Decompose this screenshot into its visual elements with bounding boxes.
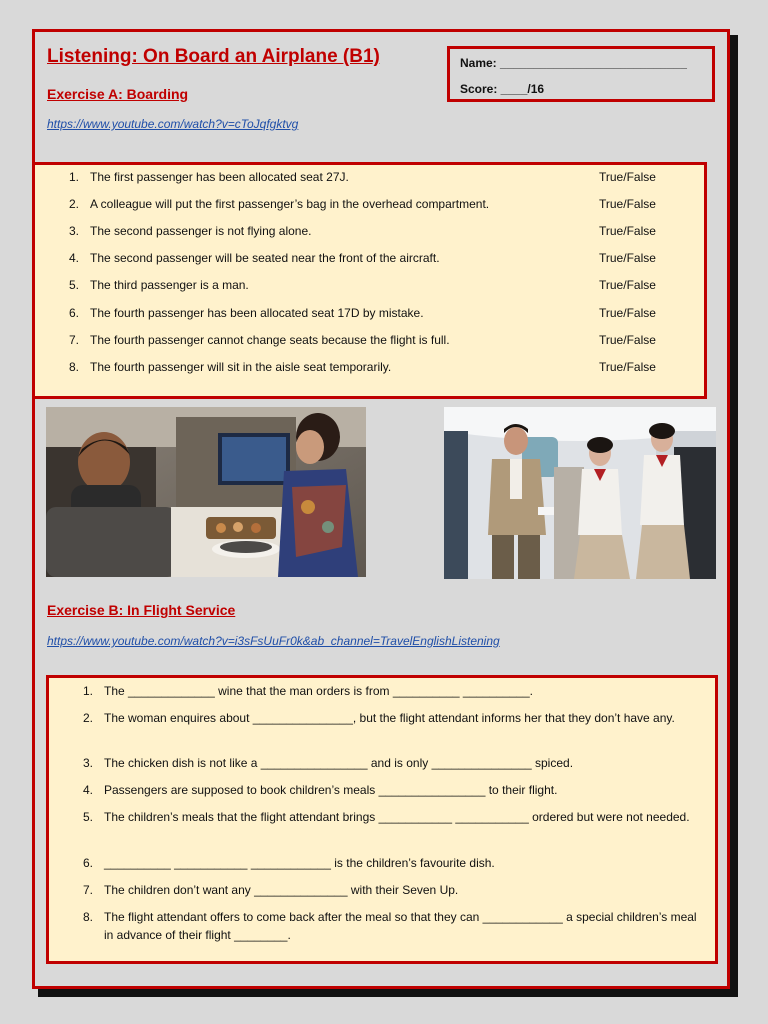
- item-number: 5.: [68, 278, 79, 292]
- item-text: The third passenger is a man.: [90, 278, 249, 292]
- list-item: [35, 333, 704, 351]
- list-item: [35, 306, 704, 324]
- item-number: 1.: [68, 170, 79, 184]
- gap-fill-sentence[interactable]: The woman enquires about _______________, but the flight attendant informs her that they don’t have any.: [104, 711, 675, 725]
- gap-fill-sentence[interactable]: Passengers are supposed to book children’s meals ________________ to their flight.: [104, 783, 558, 797]
- list-item: [35, 251, 704, 269]
- item-number: 5.: [82, 810, 93, 824]
- exercise-b-heading: Exercise B: In Flight Service: [47, 602, 236, 618]
- item-number: 4.: [82, 783, 93, 797]
- exercise-a-video-link[interactable]: https://www.youtube.com/watch?v=cToJqfgktvg: [47, 117, 299, 131]
- list-item: [35, 170, 704, 188]
- item-text: A colleague will put the first passenger’s bag in the overhead compartment.: [90, 197, 490, 211]
- exercise-b-video-link[interactable]: https://www.youtube.com/watch?v=i3sFsUuFr0k&ab_channel=TravelEnglishListening: [47, 634, 500, 648]
- item-number: 2.: [82, 711, 93, 725]
- score-field: Score: ____/16: [460, 82, 545, 96]
- item-number: 6.: [68, 306, 79, 320]
- item-text: The fourth passenger has been allocated seat 17D by mistake.: [90, 306, 424, 320]
- item-number: 7.: [82, 883, 93, 897]
- item-number: 8.: [82, 910, 93, 924]
- item-number: 2.: [68, 197, 79, 211]
- item-number: 3.: [82, 756, 93, 770]
- gap-fill-sentence[interactable]: __________ ___________ ____________ is the children’s favourite dish.: [104, 856, 495, 870]
- true-false-choice[interactable]: True/False: [599, 251, 656, 265]
- true-false-choice[interactable]: True/False: [599, 224, 656, 238]
- true-false-choice[interactable]: True/False: [599, 197, 656, 211]
- gap-fill-sentence[interactable]: The children’s meals that the flight attendant brings ___________ ___________ ordered but were not needed.: [104, 810, 690, 824]
- exercise-b-questions-box: [46, 675, 718, 964]
- item-text: The fourth passenger will sit in the aisle seat temporarily.: [90, 360, 392, 374]
- name-field[interactable]: Name: ____________________________: [460, 56, 687, 70]
- item-number: 7.: [68, 333, 79, 347]
- item-number: 8.: [68, 360, 79, 374]
- name-score-box: [447, 46, 715, 102]
- item-number: 4.: [68, 251, 79, 265]
- gap-fill-sentence[interactable]: The children don’t want any ______________ with their Seven Up.: [104, 883, 459, 897]
- gap-fill-sentence[interactable]: The flight attendant offers to come back after the meal so that they can ____________ a special children’s meal in advance of their flight ________.: [104, 910, 697, 942]
- item-text: The second passenger will be seated near the front of the aircraft.: [90, 251, 440, 265]
- gap-fill-sentence[interactable]: The _____________ wine that the man orders is from __________ __________.: [104, 684, 533, 698]
- worksheet-title: Listening: On Board an Airplane (B1): [47, 46, 380, 67]
- photo-meal-service: [46, 407, 366, 577]
- gap-fill-sentence[interactable]: The chicken dish is not like a ________________ and is only _______________ spiced.: [104, 756, 574, 770]
- boarding-greeting-illustration: [444, 407, 716, 579]
- item-number: 1.: [82, 684, 93, 698]
- item-text: The second passenger is not flying alone.: [90, 224, 312, 238]
- exercise-a-heading: Exercise A: Boarding: [47, 86, 189, 102]
- list-item: [35, 278, 704, 296]
- meal-service-illustration: [46, 407, 366, 577]
- true-false-choice[interactable]: True/False: [599, 278, 656, 292]
- photo-boarding-greeting: [444, 407, 716, 579]
- true-false-choice[interactable]: True/False: [599, 333, 656, 347]
- exercise-a-questions-box: [32, 162, 707, 399]
- item-number: 3.: [68, 224, 79, 238]
- item-text: The first passenger has been allocated seat 27J.: [90, 170, 349, 184]
- true-false-choice[interactable]: True/False: [599, 170, 656, 184]
- true-false-choice[interactable]: True/False: [599, 360, 656, 374]
- list-item: [35, 224, 704, 242]
- item-text: The fourth passenger cannot change seats because the flight is full.: [90, 333, 450, 347]
- true-false-choice[interactable]: True/False: [599, 306, 656, 320]
- list-item: [35, 360, 704, 378]
- item-number: 6.: [82, 856, 93, 870]
- list-item: [35, 197, 704, 215]
